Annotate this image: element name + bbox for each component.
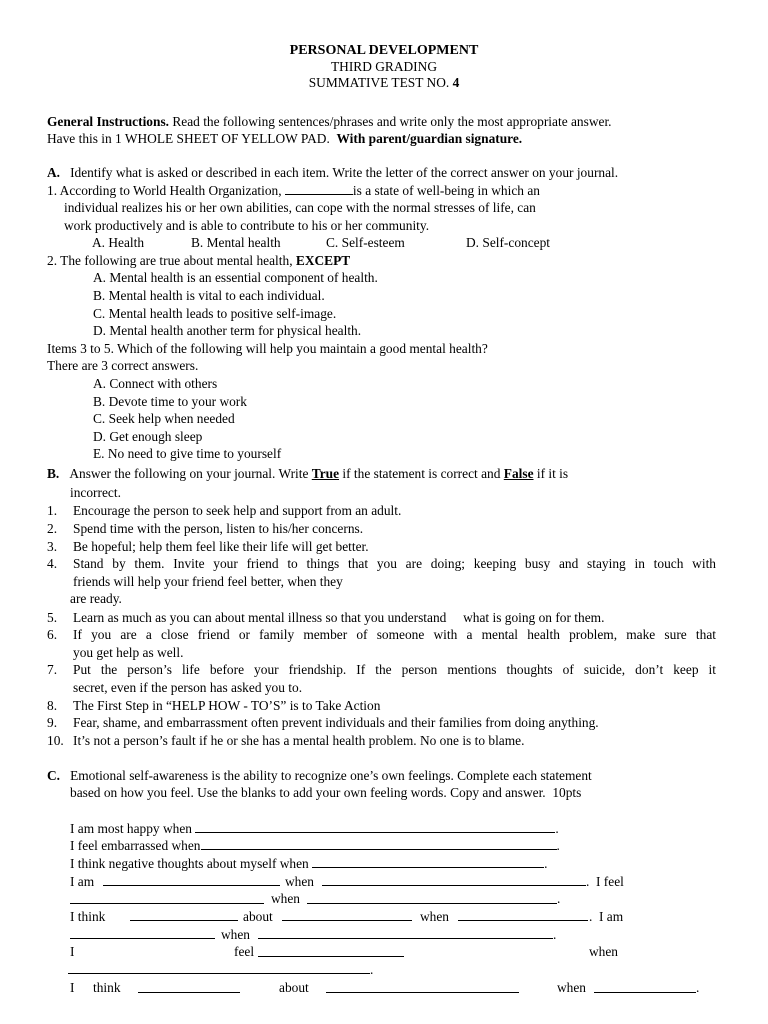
q1-choice-d: D. Self-concept — [466, 235, 551, 250]
answer-blank[interactable] — [594, 981, 696, 993]
b-item-4-line1: Stand by them. Invite your friend to things that you are doing; keeping busy and staying in touch with — [73, 556, 716, 571]
question-1-line1 — [47, 182, 540, 200]
statement-i-label: I — [70, 980, 75, 995]
q2-choice-b: B. Mental health is vital to each individual. — [93, 288, 325, 303]
statement-feel-label: feel — [234, 944, 255, 959]
answer-blank[interactable] — [258, 945, 404, 957]
q1-choice-a: A. Health — [92, 235, 145, 250]
part-b-instruction-cont: incorrect. — [70, 485, 121, 500]
part-a-instruction-text: Identify what is asked or described in each item. Write the letter of the correct answer on your journal. — [70, 165, 619, 180]
b-item-3: Be hopeful; help them feel like their life will get better. — [73, 539, 369, 554]
q2-choice-c: C. Mental health leads to positive self-image. — [93, 306, 337, 321]
answer-blank[interactable] — [307, 892, 557, 904]
b-item-7-line1: Put the person’s life before your friendship. If the person mentions thoughts of suicide, don’t keep it — [73, 662, 716, 677]
part-c-instruction-cont: based on how you feel. Use the blanks to add your own feeling words. Copy and answer. 10pts — [70, 785, 582, 800]
q1-stem: 1. According to World Health Organization, — [47, 183, 285, 198]
statement-3-text: I think negative thoughts about myself when — [70, 856, 309, 871]
b-item-8: The First Step in “HELP HOW - TO’S” is to Take Action — [73, 698, 381, 713]
items-3-5-note: There are 3 correct answers. — [47, 358, 199, 373]
b-item-10-num: 10. — [47, 733, 64, 748]
b-item-2-num: 2. — [47, 521, 58, 536]
instructions-yellow-pad: Have this in 1 WHOLE SHEET OF YELLOW PAD. — [47, 131, 330, 146]
b-item-7-num: 7. — [47, 662, 58, 677]
q3-5-choice-a: A. Connect with others — [93, 376, 218, 391]
b-item-5: Learn as much as you can about mental illness so that you understand what is going on for them. — [73, 610, 605, 625]
part-b-text1: Answer the following on your journal. Write — [69, 466, 312, 481]
q1-blank — [285, 183, 353, 195]
question-2-stem — [47, 252, 350, 270]
statement-about-label: about — [243, 909, 273, 924]
answer-blank[interactable] — [195, 821, 555, 833]
statement-when-label: when — [589, 944, 619, 959]
document-header — [0, 43, 768, 91]
general-instructions-line2 — [47, 130, 522, 148]
period: . — [589, 909, 593, 924]
q3-5-choice-d: D. Get enough sleep — [93, 429, 203, 444]
grading-period: THIRD GRADING — [330, 59, 437, 74]
general-instructions-line1 — [47, 113, 612, 131]
period: . — [586, 874, 590, 889]
q1-choice-c: C. Self-esteem — [326, 235, 405, 250]
part-c-instruction — [47, 767, 592, 785]
statement-about-label: about — [279, 980, 309, 995]
answer-blank[interactable] — [201, 838, 557, 850]
answer-blank[interactable] — [130, 909, 238, 921]
q3-5-choice-c: C. Seek help when needed — [93, 411, 235, 426]
statement-i-feel-label: I feel — [596, 874, 624, 889]
answer-blank[interactable] — [70, 927, 215, 939]
answer-blank[interactable] — [70, 892, 264, 904]
statement-when-label: when — [557, 980, 587, 995]
answer-blank[interactable] — [312, 856, 544, 868]
items-3-5-stem: Items 3 to 5. Which of the following will help you maintain a good mental health? — [47, 341, 488, 356]
answer-blank[interactable] — [458, 909, 588, 921]
part-b-label: B. — [47, 466, 60, 481]
b-item-1-num: 1. — [47, 503, 58, 518]
answer-blank[interactable] — [258, 927, 553, 939]
statement-i-label: I — [70, 944, 75, 959]
period: . — [696, 980, 700, 995]
period: . — [555, 821, 559, 836]
q2-choice-d: D. Mental health another term for physical health. — [93, 323, 362, 338]
statement-i-am-label: I am — [70, 874, 95, 889]
answer-blank[interactable] — [68, 962, 370, 974]
test-number: SUMMATIVE TEST NO. 4 — [308, 75, 460, 90]
part-b-text3: if it is — [533, 466, 569, 481]
q3-5-choice-e: E. No need to give time to yourself — [93, 446, 282, 461]
statement-negative-thoughts — [70, 855, 547, 873]
question-1-line3: work productively and is able to contribute to his or her community. — [64, 218, 430, 233]
answer-blank[interactable] — [103, 874, 280, 886]
b-item-4-line3: are ready. — [70, 591, 122, 606]
b-item-4-line2: friends will help your friend feel better, when they — [73, 574, 343, 589]
answer-blank[interactable] — [322, 874, 586, 886]
instructions-label: General Instructions. — [47, 114, 169, 129]
b-item-1: Encourage the person to seek help and support from an adult. — [73, 503, 402, 518]
statement-when-label: when — [420, 909, 450, 924]
b-item-5-num: 5. — [47, 610, 58, 625]
part-c-label: C. — [47, 768, 61, 783]
q2-stem-text: 2. The following are true about mental health, — [47, 253, 296, 268]
statement-i-am-label: I am — [599, 909, 624, 924]
instructions-signature: With parent/guardian signature. — [336, 131, 523, 146]
b-item-6-num: 6. — [47, 627, 58, 642]
b-item-9: Fear, shame, and embarrassment often prevent individuals and their families from doing anything. — [73, 715, 599, 730]
q2-choice-a: A. Mental health is an essential component of health. — [93, 270, 378, 285]
true-word: True — [311, 466, 340, 481]
b-item-3-num: 3. — [47, 539, 58, 554]
b-item-6-line1: If you are a close friend or family member of someone with a mental health problem, make sure that — [73, 627, 716, 642]
b-item-6-line2: you get help as well. — [73, 645, 184, 660]
part-a-instruction — [47, 164, 618, 182]
q2-except: EXCEPT — [295, 253, 351, 268]
q3-5-choice-b: B. Devote time to your work — [93, 394, 247, 409]
period: . — [556, 838, 560, 853]
b-item-4-num: 4. — [47, 556, 58, 571]
statement-1-text: I am most happy when — [70, 821, 192, 836]
statement-most-happy — [70, 820, 559, 838]
period: . — [557, 891, 561, 906]
document-title: PERSONAL DEVELOPMENT — [289, 43, 479, 58]
b-item-9-num: 9. — [47, 715, 58, 730]
b-item-10: It’s not a person’s fault if he or she has a mental health problem. No one is to blame. — [73, 733, 525, 748]
b-item-7-line2: secret, even if the person has asked you to. — [73, 680, 303, 695]
answer-blank[interactable] — [282, 909, 412, 921]
false-word: False — [503, 466, 534, 481]
statement-2-text: I feel embarrassed when — [70, 838, 201, 853]
statement-i-think-label: I think — [70, 909, 106, 924]
part-c-text1: Emotional self-awareness is the ability to recognize one’s own feelings. Complete each statement — [70, 768, 592, 783]
q1-choice-b: B. Mental health — [191, 235, 281, 250]
period: . — [553, 927, 557, 942]
part-b-instruction — [47, 465, 568, 483]
part-b-text2: if the statement is correct and — [339, 466, 504, 481]
statement-when-label: when — [271, 891, 301, 906]
instructions-text: Read the following sentences/phrases and write only the most appropriate answer. — [169, 114, 612, 129]
period: . — [544, 856, 548, 871]
b-item-8-num: 8. — [47, 698, 58, 713]
question-1-line2: individual realizes his or her own abilities, can cope with the normal stresses of life, can — [64, 200, 536, 215]
answer-blank[interactable] — [326, 981, 519, 993]
period: . — [370, 962, 374, 977]
q1-stem-cont: is a state of well-being in which an — [352, 183, 540, 198]
statement-when-label: when — [285, 874, 315, 889]
part-a-label: A. — [47, 165, 61, 180]
statement-embarrassed — [70, 837, 560, 855]
statement-think-label: think — [93, 980, 121, 995]
answer-blank[interactable] — [138, 981, 240, 993]
b-item-2: Spend time with the person, listen to his/her concerns. — [73, 521, 364, 536]
statement-when-label: when — [221, 927, 251, 942]
